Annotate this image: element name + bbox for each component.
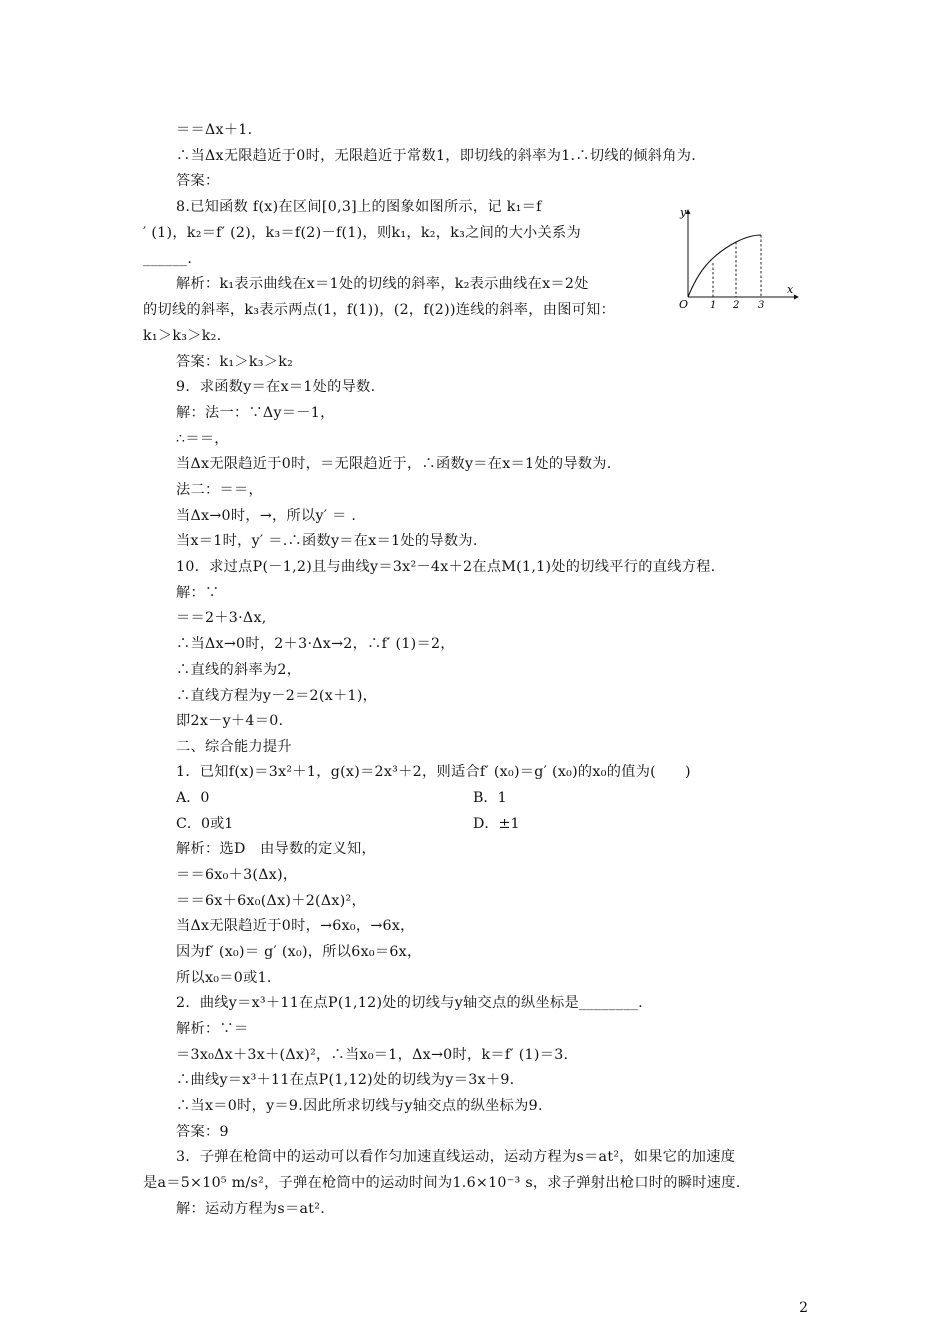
analysis-line: ∴曲线y＝x³＋11在点P(1,12)处的切线为y＝3x＋9.	[176, 1072, 515, 1088]
tick-label: 1	[710, 300, 717, 311]
page-number: 2	[799, 1300, 808, 1316]
solution-line: 即2x－y＋4＝0.	[176, 713, 284, 729]
text-line: ∴当Δx无限趋近于0时，无限趋近于常数1，即切线的斜率为1.∴切线的倾斜角为.	[176, 148, 697, 164]
solution-line: 当Δx无限趋近于0时，＝无限趋近于，∴函数y＝在x＝1处的导数为.	[176, 456, 612, 472]
analysis-line: 的切线的斜率，k₃表示两点(1，f(1))，(2，f(2))连线的斜率，由图可知：	[143, 302, 616, 318]
question-2-line: 2．曲线y＝x³＋11在点P(1,12)处的切线与y轴交点的纵坐标是________.	[176, 995, 643, 1011]
analysis-line: ＝＝6x＋6x₀(Δx)＋2(Δx)²，	[176, 893, 367, 909]
answer-line: 答案：9	[176, 1124, 229, 1140]
tick-label: 2	[733, 300, 740, 311]
question-3-line: 是a＝5×10⁵ m/s²，子弹在枪筒中的运动时间为1.6×10⁻³ s，求子弹射出枪口时的瞬时速度.	[143, 1175, 741, 1191]
solution-line: 当Δx→0时，→，所以y′ ＝ .	[176, 508, 357, 524]
analysis-line: 解析：k₁表示曲线在x＝1处的切线的斜率，k₂表示曲线在x＝2处	[176, 276, 589, 292]
y-axis-label: y	[680, 206, 687, 219]
option-a: A．0	[176, 790, 210, 806]
function-curve	[688, 235, 761, 297]
question-8-line: ′ (1)，k₂＝f′ (2)，k₃＝f(2)－f(1)，则k₁，k₂，k₃之间的大小关系为	[143, 225, 582, 241]
analysis-line: 因为f′ (x₀)＝ g′ (x₀)，所以6x₀＝6x，	[176, 944, 422, 960]
x-axis-arrow-icon	[794, 295, 799, 300]
analysis-line: ∴当x＝0时，y＝9.因此所求切线与y轴交点的纵坐标为9.	[176, 1098, 543, 1114]
solution-line: 解：∵	[176, 585, 220, 601]
origin-label: O	[679, 298, 689, 311]
analysis-line: 解析：选D 由导数的定义知，	[176, 841, 377, 857]
solution-line: 解：运动方程为s＝at².	[176, 1201, 326, 1217]
x-axis-label: x	[787, 283, 794, 296]
y-axis-arrow-icon	[686, 209, 691, 214]
solution-line: ＝＝2＋3·Δx,	[176, 610, 267, 626]
solution-line: ∴直线的斜率为2，	[176, 662, 302, 678]
analysis-line: k₁＞k₃＞k₂.	[143, 328, 222, 344]
option-b: B．1	[473, 790, 507, 806]
option-c: C．0或1	[176, 816, 234, 832]
solution-line: ∴直线方程为y－2＝2(x＋1)，	[176, 688, 378, 704]
tick-label: 3	[758, 300, 765, 311]
question-8-line: 8.已知函数 f(x)在区间[0,3]上的图象如图所示，记 k₁＝f	[176, 199, 542, 215]
text-line: ＝＝Δx＋1.	[176, 122, 253, 138]
analysis-line: 当Δx无限趋近于0时，→6x₀，→6x，	[176, 918, 415, 934]
question-8-blank: ______.	[143, 251, 193, 267]
question-3-line: 3．子弹在枪筒中的运动可以看作匀加速直线运动，运动方程为s＝at²，如果它的加速度	[176, 1149, 736, 1165]
question-10-line: 10．求过点P(－1,2)且与曲线y＝3x²－4x＋2在点M(1,1)处的切线平行的直线方程.	[176, 559, 716, 575]
answer-line: 答案：k₁＞k₃＞k₂	[176, 354, 294, 370]
solution-line: 法二：＝＝，	[176, 482, 263, 498]
analysis-line: 所以x₀＝0或1.	[176, 970, 272, 986]
solution-line: 当x＝1时，y′ ＝.∴函数y＝在x＝1处的导数为.	[176, 533, 478, 549]
question-1-line: 1．已知f(x)＝3x²＋1，g(x)＝2x³＋2，则适合f′ (x₀)＝g′ (x₀)的x₀的值为( )	[176, 764, 691, 780]
option-d: D．±1	[473, 816, 520, 832]
solution-line: ∴＝＝，	[176, 431, 229, 447]
solution-line: 解：法一：∵Δy＝－1，	[176, 405, 335, 421]
function-graph-figure	[676, 200, 800, 312]
text-line: 答案：	[176, 173, 220, 189]
analysis-line: ＝3x₀Δx＋3x＋(Δx)²，∴当x₀＝1，Δx→0时，k＝f′ (1)＝3.	[176, 1047, 569, 1063]
question-9-line: 9．求函数y＝在x＝1处的导数.	[176, 379, 376, 395]
solution-line: ∴当Δx→0时，2＋3·Δx→2，∴f′ (1)＝2，	[176, 636, 455, 652]
analysis-line: 解析：∵＝	[176, 1021, 249, 1037]
section-heading: 二、综合能力提升	[176, 739, 292, 755]
analysis-line: ＝＝6x₀＋3(Δx)，	[176, 867, 298, 883]
